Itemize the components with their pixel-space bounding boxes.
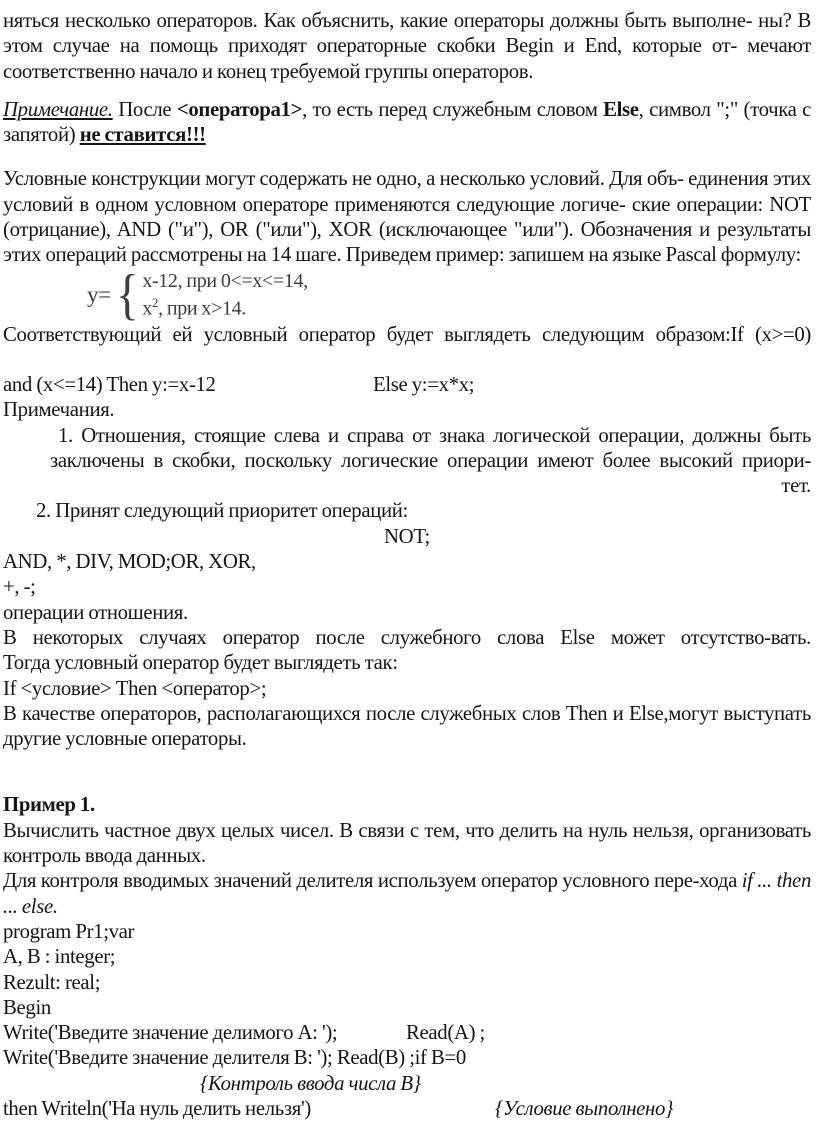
paragraph-operator-intro: Соответствующий ей условный оператор будет выглядеть следующим образом:If (x>=0) bbox=[3, 322, 811, 346]
note-operator1: <оператора1> bbox=[176, 97, 303, 121]
note-item-1: 1. Отношения, стоящие слева и справа от знака логической операции, должны быть заключены в скобки, поскольку логические операции имеют более высокий приори- bbox=[50, 423, 811, 472]
code-line-rezult: Rezult: real; bbox=[3, 970, 101, 994]
code-read-a: Read(A) ; bbox=[406, 1021, 485, 1045]
code-line-write-b: Write('Введите значение делителя B: '); Read(B) ;if B=0 bbox=[3, 1046, 466, 1070]
code-line-begin: Begin bbox=[3, 995, 51, 1019]
note-item-2: 2. Принят следующий приоритет операций: bbox=[36, 499, 408, 523]
paragraph-then-form: Тогда условный оператор будет выглядеть так: bbox=[3, 651, 398, 675]
blank-line bbox=[3, 767, 811, 792]
blank-space bbox=[3, 84, 811, 97]
code-line-if-else bbox=[3, 372, 811, 397]
code-line-vars: A, B : integer; bbox=[3, 945, 116, 969]
code-write-a: Write('Введите значение делимого A: '); bbox=[3, 1021, 338, 1045]
example-control-paragraph bbox=[3, 868, 811, 919]
paragraph-intro: няться несколько операторов. Как объяснить, какие операторы должны быть выполне- ны? В этом случае на помощь приходят операторные скобки Begin и End, которые от- мечают соответственно начало и конец требуемой группы операторов. bbox=[3, 9, 811, 83]
blank-space bbox=[3, 751, 811, 767]
blank-space bbox=[3, 147, 811, 166]
example-control-text: Для контроля вводимых значений делителя используем оператор условного пере-хода bbox=[3, 869, 742, 893]
blank-line bbox=[3, 347, 811, 372]
example-title: Пример 1. bbox=[3, 793, 95, 817]
note-emphasis: не ставится!!! bbox=[79, 123, 206, 147]
note-paragraph bbox=[3, 97, 811, 148]
notes-title: Примечания. bbox=[3, 398, 115, 422]
code-then-part: and (x<=14) Then y:=x-12 bbox=[3, 372, 216, 396]
example-if-then-else: if ... then ... else. bbox=[3, 869, 811, 918]
code-line-write-a bbox=[3, 1020, 811, 1045]
paragraph-nested-operators: В качестве операторов, располагающихся после служебных слов Then и Else,могут выступать другие условные операторы. bbox=[3, 701, 811, 751]
priority-plus-line: +, -; bbox=[3, 575, 36, 599]
priority-not-line: NOT; bbox=[384, 524, 430, 548]
note-label: Примечание. bbox=[3, 97, 113, 121]
paragraph-logic-ops: Условные конструкции могут содержать не одно, а несколько условий. Для объ- единения этих условий в одном условном операторе применяются следующие логиче- ские операции: NOT (отрицание), AND ("и"), OR ("или"), XOR (исключающее "или"). Обозначения и результаты этих операций рассмотрены на 14 шаге. Приведем пример: запишем на языке Pascal формулу: bbox=[3, 167, 811, 267]
formula-lhs: y= bbox=[87, 282, 111, 308]
paragraph-if-syntax: If <условие> Then <оператор>; bbox=[3, 676, 267, 700]
piecewise-formula-image bbox=[87, 263, 811, 326]
example-task: Вычислить частное двух целых чисел. В связи с тем, что делить на нуль нельзя, организовать контроль ввода данных. bbox=[3, 818, 811, 868]
note-item-1-tail: тет. bbox=[781, 474, 811, 498]
code-comment-condition: {Условие выполнено} bbox=[495, 1096, 674, 1120]
note-text-3: , символ ";" (точка с запятой) bbox=[3, 97, 811, 147]
code-line-program: program Pr1;var bbox=[3, 919, 135, 943]
curly-brace: { bbox=[115, 263, 139, 326]
code-line-then-writeln bbox=[3, 1096, 811, 1121]
formula-case-2-base: x bbox=[142, 297, 152, 320]
code-then-writeln: then Writeln('На нуль делить нельзя') bbox=[3, 1096, 311, 1120]
paragraph-else-optional: В некоторых случаях оператор после служебного слова Else может отсутство-вать. bbox=[3, 625, 811, 649]
formula-case-2-tail: , при x>14. bbox=[158, 297, 246, 320]
formula-case-1: x-12, при 0<=x<=14, bbox=[142, 269, 308, 292]
formula-exponent: 2 bbox=[151, 294, 159, 310]
formula-cases bbox=[142, 270, 308, 320]
priority-relations-line: операции отношения. bbox=[3, 600, 188, 624]
note-text-2: , то есть перед служебным словом bbox=[302, 97, 604, 121]
note-else-word: Else bbox=[603, 97, 639, 121]
priority-and-line: AND, *, DIV, MOD;OR, XOR, bbox=[3, 550, 256, 574]
code-comment-control: {Контроль ввода числа B} bbox=[200, 1071, 421, 1095]
code-else-part: Else y:=x*x; bbox=[373, 372, 475, 396]
note-text-1: После bbox=[112, 97, 177, 121]
